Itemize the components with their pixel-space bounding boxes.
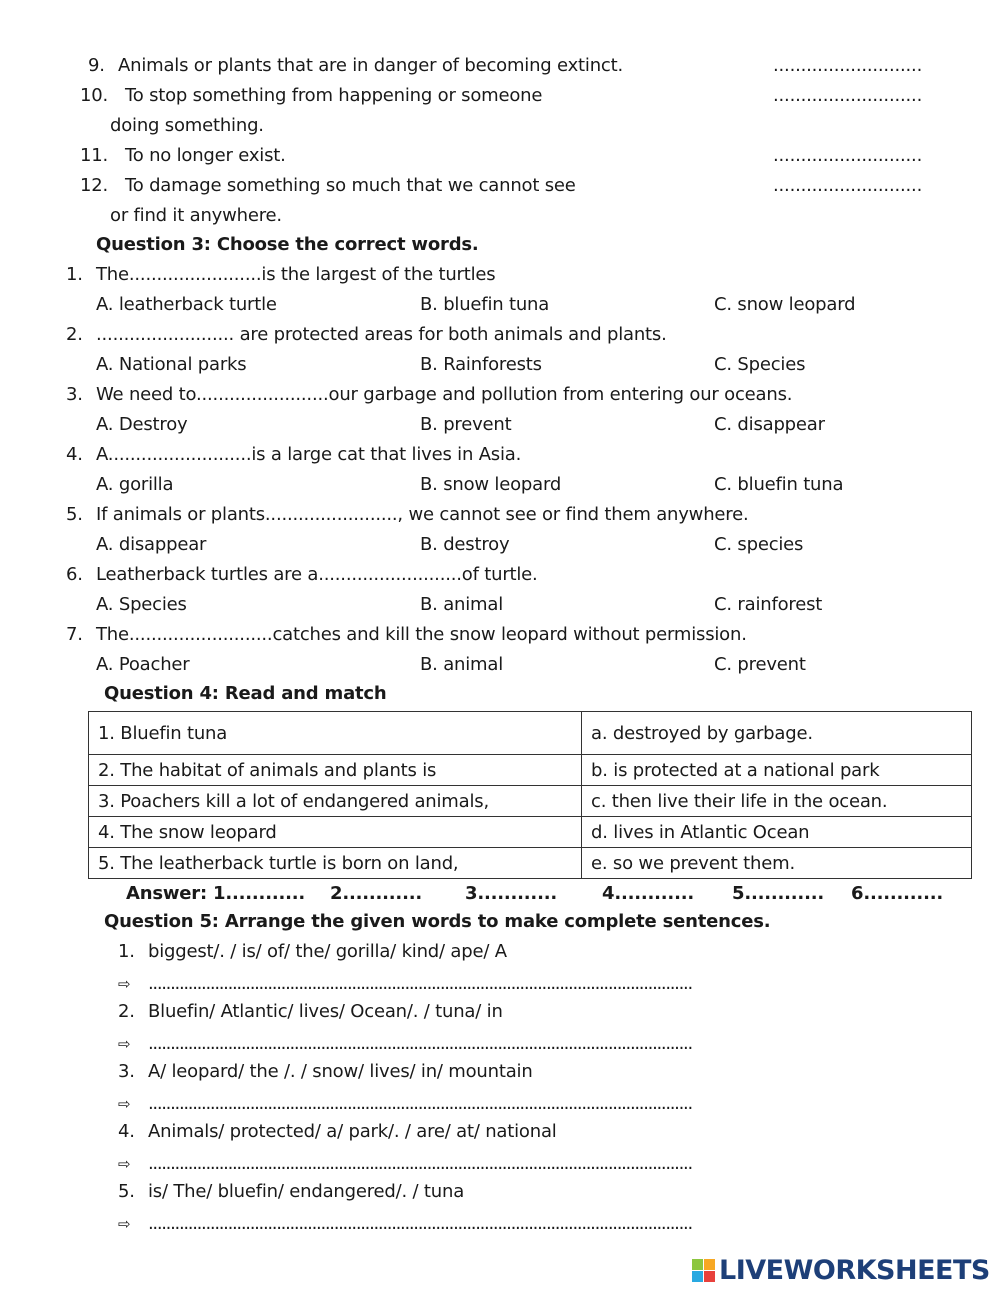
question-number: 3.	[66, 384, 83, 405]
sentence-number: 3.	[118, 1061, 135, 1082]
answer-blank[interactable]: ...........................	[773, 145, 923, 166]
question-number: 5.	[66, 504, 83, 525]
arrow-icon: ⇨	[118, 1155, 131, 1173]
scrambled-words: A/ leopard/ the /. / snow/ lives/ in/ mountain	[148, 1061, 533, 1082]
match-row	[89, 817, 972, 848]
match-right-cell: b. is protected at a national park	[582, 755, 972, 786]
liveworksheets-logo	[692, 1255, 990, 1286]
match-right-cell: a. destroyed by garbage.	[582, 712, 972, 755]
option-b[interactable]: B. prevent	[420, 414, 512, 435]
definition-text: Animals or plants that are in danger of becoming extinct.	[118, 55, 623, 76]
definition-text: To no longer exist.	[125, 145, 286, 166]
definition-text-continued: or find it anywhere.	[110, 205, 282, 226]
match-table	[88, 711, 972, 879]
question-text: We need to........................our garbage and pollution from entering our oceans.	[96, 384, 793, 405]
match-left-cell: 3. Poachers kill a lot of endangered animals,	[89, 786, 582, 817]
scrambled-words: biggest/. / is/ of/ the/ gorilla/ kind/ ape/ A	[148, 941, 507, 962]
match-left-cell: 2. The habitat of animals and plants is	[89, 755, 582, 786]
option-a[interactable]: A. National parks	[96, 354, 247, 375]
option-b[interactable]: B. animal	[420, 654, 503, 675]
item-number: 9.	[88, 55, 105, 76]
match-right-cell: c. then live their life in the ocean.	[582, 786, 972, 817]
question-3-heading: Question 3: Choose the correct words.	[96, 234, 479, 255]
sentence-answer-line[interactable]: ...........................................................................................................................	[148, 1153, 692, 1174]
option-c[interactable]: C. prevent	[714, 654, 806, 675]
answer-blank[interactable]: ...........................	[773, 85, 923, 106]
item-number: 10.	[80, 85, 109, 106]
match-left-cell: 5. The leatherback turtle is born on land,	[89, 848, 582, 879]
arrow-icon: ⇨	[118, 975, 131, 993]
question-number: 6.	[66, 564, 83, 585]
question-number: 1.	[66, 264, 83, 285]
match-answer-blank[interactable]: 5............	[732, 883, 824, 904]
question-4-heading: Question 4: Read and match	[104, 683, 387, 704]
sentence-answer-line[interactable]: ...........................................................................................................................	[148, 1093, 692, 1114]
match-left-cell: 4. The snow leopard	[89, 817, 582, 848]
item-number: 11.	[80, 145, 109, 166]
scrambled-words: Bluefin/ Atlantic/ lives/ Ocean/. / tuna/ in	[148, 1001, 503, 1022]
option-c[interactable]: C. species	[714, 534, 804, 555]
option-a[interactable]: A. disappear	[96, 534, 207, 555]
match-answer-blank[interactable]: Answer: 1............	[126, 883, 306, 904]
sentence-number: 2.	[118, 1001, 135, 1022]
definition-text: To stop something from happening or someone	[125, 85, 543, 106]
answer-blank[interactable]: ...........................	[773, 175, 923, 196]
match-answer-blank[interactable]: 2............	[330, 883, 422, 904]
option-c[interactable]: C. snow leopard	[714, 294, 856, 315]
question-text: The..........................catches and kill the snow leopard without permission.	[96, 624, 747, 645]
question-text: Leatherback turtles are a..........................of turtle.	[96, 564, 538, 585]
option-b[interactable]: B. animal	[420, 594, 503, 615]
scrambled-words: is/ The/ bluefin/ endangered/. / tuna	[148, 1181, 465, 1202]
option-c[interactable]: C. bluefin tuna	[714, 474, 844, 495]
match-answer-blank[interactable]: 4............	[602, 883, 694, 904]
option-b[interactable]: B. bluefin tuna	[420, 294, 550, 315]
match-row	[89, 786, 972, 817]
arrow-icon: ⇨	[118, 1095, 131, 1113]
logo-text: LIVEWORKSHEETS	[719, 1255, 990, 1286]
option-c[interactable]: C. disappear	[714, 414, 825, 435]
arrow-icon: ⇨	[118, 1035, 131, 1053]
option-a[interactable]: A. gorilla	[96, 474, 174, 495]
match-right-cell: e. so we prevent them.	[582, 848, 972, 879]
match-left-cell: 1. Bluefin tuna	[89, 712, 582, 755]
item-number: 12.	[80, 175, 109, 196]
option-a[interactable]: A. Species	[96, 594, 187, 615]
option-c[interactable]: C. rainforest	[714, 594, 823, 615]
match-row	[89, 848, 972, 879]
answer-blank[interactable]: ...........................	[773, 55, 923, 76]
sentence-answer-line[interactable]: ...........................................................................................................................	[148, 973, 692, 994]
match-answer-blank[interactable]: 3............	[465, 883, 557, 904]
option-a[interactable]: A. leatherback turtle	[96, 294, 277, 315]
scrambled-words: Animals/ protected/ a/ park/. / are/ at/ national	[148, 1121, 557, 1142]
sentence-answer-line[interactable]: ...........................................................................................................................	[148, 1033, 692, 1054]
question-text: If animals or plants........................, we cannot see or find them anywhere.	[96, 504, 749, 525]
option-c[interactable]: C. Species	[714, 354, 806, 375]
option-b[interactable]: B. destroy	[420, 534, 510, 555]
arrow-icon: ⇨	[118, 1215, 131, 1233]
option-b[interactable]: B. Rainforests	[420, 354, 542, 375]
sentence-number: 1.	[118, 941, 135, 962]
option-a[interactable]: A. Poacher	[96, 654, 190, 675]
question-number: 7.	[66, 624, 83, 645]
question-number: 4.	[66, 444, 83, 465]
sentence-number: 4.	[118, 1121, 135, 1142]
question-text: ......................... are protected areas for both animals and plants.	[96, 324, 667, 345]
definition-text-continued: doing something.	[110, 115, 264, 136]
match-row	[89, 755, 972, 786]
match-row	[89, 712, 972, 755]
question-5-heading: Question 5: Arrange the given words to make complete sentences.	[104, 911, 771, 932]
question-number: 2.	[66, 324, 83, 345]
question-text: The........................is the largest of the turtles	[96, 264, 496, 285]
option-b[interactable]: B. snow leopard	[420, 474, 562, 495]
question-text: A..........................is a large cat that lives in Asia.	[96, 444, 522, 465]
match-answer-blank[interactable]: 6............	[851, 883, 943, 904]
sentence-answer-line[interactable]: ...........................................................................................................................	[148, 1213, 692, 1234]
match-right-cell: d. lives in Atlantic Ocean	[582, 817, 972, 848]
definition-text: To damage something so much that we cannot see	[125, 175, 576, 196]
logo-cube-icon	[692, 1259, 715, 1282]
option-a[interactable]: A. Destroy	[96, 414, 188, 435]
sentence-number: 5.	[118, 1181, 135, 1202]
